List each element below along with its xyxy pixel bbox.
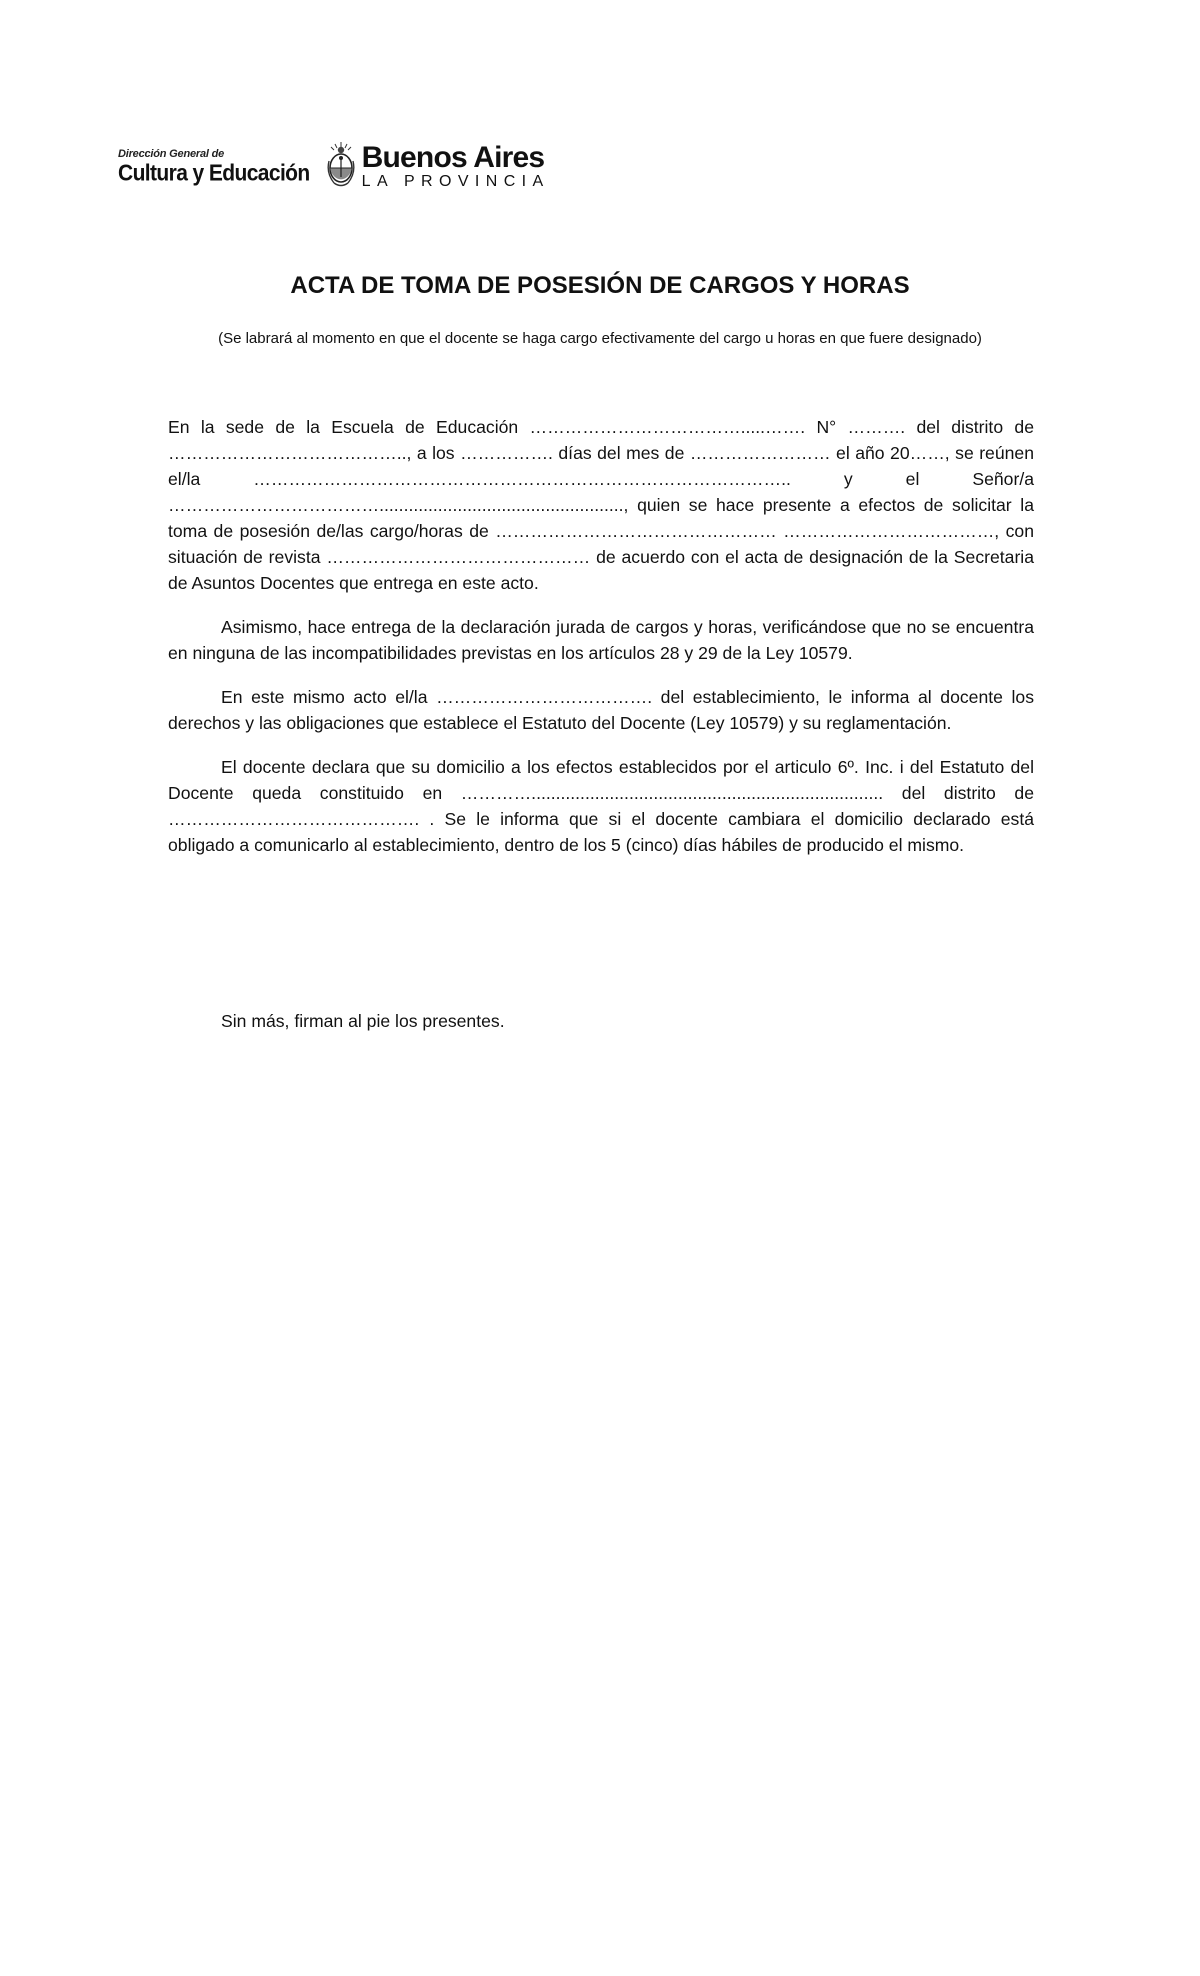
dgce-logo-subtitle: Dirección General de <box>118 148 225 160</box>
paragraph-domicile: El docente declara que su domicilio a los efectos establecidos por el articulo 6º. Inc. i del Estatuto del Docente queda constituido en …………........................................................................ del distrito de ……………………………………. . Se le informa que si el docente cambiara el domicilio declarado está obligado a comunicarlo al establecimiento, dentro de los 5 (cinco) días hábiles de producido el mismo. <box>168 757 1034 855</box>
header-logos <box>118 136 550 196</box>
buenos-aires-logo-subtitle: LA PROVINCIA <box>361 172 550 190</box>
buenos-aires-logo <box>361 140 550 190</box>
paragraph-rights: En este mismo acto el/la ………………………………. del establecimiento, le informa al docente los derechos y las obligaciones que establece el Estatuto del Docente (Ley 10579) y su reglamentación. <box>168 687 1034 733</box>
dgce-logo-title: Cultura y Educación <box>118 160 310 186</box>
dgce-logo <box>118 148 310 186</box>
document-title: ACTA DE TOMA DE POSESIÓN DE CARGOS Y HORAS <box>290 272 910 299</box>
coat-of-arms-icon <box>326 141 356 191</box>
document-body <box>168 414 1034 1052</box>
paragraph-intro: En la sede de la Escuela de Educación ……………………………….....……. N° ………. del distrito de ………………………………….., a los ……………. días del mes de …………………… el año 20……, se reúnen el/la ……………………………………………………………………………….. y el Señor/a ……………………………….................................................., quien se hace presente a efectos de solicitar la toma de posesión de/las cargo/horas de ………………………………………… ………………………………, con situación de revista ……………………………………… de acuerdo con el acta de designación de la Secretaria de Asuntos Docentes que entrega en este acto. <box>168 417 1034 593</box>
paragraph-closing: Sin más, firman al pie los presentes. <box>221 1011 505 1031</box>
document-subtitle: (Se labrará al momento en que el docente se haga cargo efectivamente del cargo u horas en que fuere designado) <box>218 330 982 347</box>
paragraph-declaration: Asimismo, hace entrega de la declaración jurada de cargos y horas, verificándose que no se encuentra en ninguna de las incompatibilidades previstas en los artículos 28 y 29 de la Ley 10579. <box>168 617 1034 663</box>
buenos-aires-logo-title: Buenos Aires <box>361 140 545 174</box>
